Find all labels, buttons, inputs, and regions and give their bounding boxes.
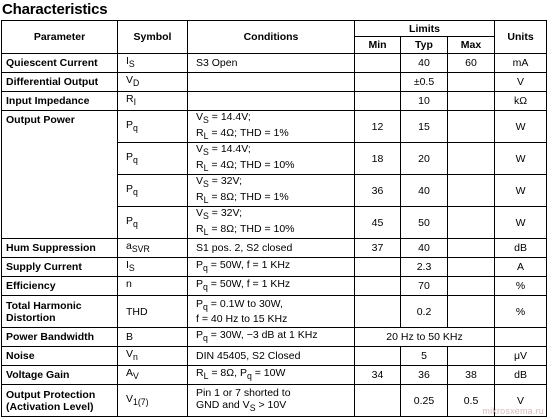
max-cell: 0.5 [448, 385, 495, 417]
unit-cell: kΩ [495, 92, 547, 111]
characteristics-table [1, 20, 547, 417]
page-title: Characteristics [2, 1, 108, 18]
header-typ: Typ [401, 37, 448, 54]
param-cell: Voltage Gain [2, 366, 118, 385]
table-row [2, 277, 547, 296]
symbol-cell: n [118, 277, 188, 296]
table-row [2, 73, 547, 92]
max-cell [448, 73, 495, 92]
typ-cell: 10 [401, 92, 448, 111]
typ-cell: 0.2 [401, 296, 448, 328]
param-cell: Supply Current [2, 258, 118, 277]
unit-cell: dB [495, 366, 547, 385]
symbol-cell: $R_I$ [118, 92, 188, 111]
min-cell [355, 73, 401, 92]
symbol-cell: $a_{SVR}$ [118, 239, 188, 258]
max-cell [448, 143, 495, 175]
typ-cell: ±0.5 [401, 73, 448, 92]
min-cell [355, 258, 401, 277]
symbol-cell: THD [118, 296, 188, 328]
param-cell: Quiescent Current [2, 54, 118, 73]
symbol-cell: $V_{1(7)}$ [118, 385, 188, 417]
unit-cell [495, 328, 547, 347]
table-row [2, 239, 547, 258]
table-row [2, 366, 547, 385]
unit-cell: W [495, 143, 547, 175]
header-max: Max [448, 37, 495, 54]
param-cell: Total Harmonic Distortion [2, 296, 118, 328]
table-row [2, 328, 547, 347]
min-cell [355, 92, 401, 111]
header-limits: Limits [355, 21, 495, 37]
typ-cell: 40 [401, 54, 448, 73]
watermark: mikrosxema.ru [482, 406, 544, 416]
symbol-cell: $P_q$ [118, 143, 188, 175]
symbol-cell: $P_q$ [118, 111, 188, 143]
max-cell [448, 277, 495, 296]
conditions-cell: Pin 1 or 7 shorted to GND and $V_S > 10V$ [188, 385, 355, 417]
symbol-cell: $I_S$ [118, 54, 188, 73]
typ-cell: 0.25 [401, 385, 448, 417]
symbol-cell: $I_S$ [118, 258, 188, 277]
min-cell [355, 296, 401, 328]
unit-cell: W [495, 111, 547, 143]
unit-cell: % [495, 296, 547, 328]
symbol-cell: $P_q$ [118, 207, 188, 239]
symbol-cell: $V_D$ [118, 73, 188, 92]
min-cell: 45 [355, 207, 401, 239]
unit-cell: mA [495, 54, 547, 73]
conditions-cell [188, 73, 355, 92]
param-cell: Output Protection (Activation Level) [2, 385, 118, 417]
conditions-cell: DIN 45405, S2 Closed [188, 347, 355, 366]
param-cell: Input Impedance [2, 92, 118, 111]
max-cell: 38 [448, 366, 495, 385]
max-cell [448, 347, 495, 366]
min-cell: 37 [355, 239, 401, 258]
max-cell [448, 207, 495, 239]
header-row-1 [2, 21, 547, 37]
min-cell: 36 [355, 175, 401, 207]
unit-cell: W [495, 175, 547, 207]
conditions-cell: $P_q = 50W$, f = 1 KHz [188, 277, 355, 296]
conditions-cell: S3 Open [188, 54, 355, 73]
conditions-cell: $R_L = 8\Omega$, $P_q = 10W$ [188, 366, 355, 385]
param-cell: Power Bandwidth [2, 328, 118, 347]
param-cell: Noise [2, 347, 118, 366]
param-cell: Output Power [2, 111, 118, 239]
min-cell [355, 277, 401, 296]
unit-cell: % [495, 277, 547, 296]
min-cell [355, 347, 401, 366]
max-cell [448, 296, 495, 328]
typ-cell: 2.3 [401, 258, 448, 277]
typ-cell: 5 [401, 347, 448, 366]
max-cell [448, 239, 495, 258]
conditions-cell: $P_q = 50W$, f = 1 KHz [188, 258, 355, 277]
symbol-cell: $A_V$ [118, 366, 188, 385]
header-symbol: Symbol [118, 21, 188, 54]
header-units: Units [495, 21, 547, 54]
unit-cell: V [495, 73, 547, 92]
symbol-cell: $P_q$ [118, 175, 188, 207]
unit-cell: μV [495, 347, 547, 366]
min-cell [355, 385, 401, 417]
max-cell [448, 92, 495, 111]
max-cell: 60 [448, 54, 495, 73]
unit-cell: W [495, 207, 547, 239]
unit-cell: dB [495, 239, 547, 258]
limits-range-cell: 20 Hz to 50 KHz [355, 328, 495, 347]
min-cell: 34 [355, 366, 401, 385]
typ-cell: 15 [401, 111, 448, 143]
table-row [2, 347, 547, 366]
header-conditions: Conditions [188, 21, 355, 54]
conditions-cell: $P_q = 0.1W$ to 30W, f = 40 Hz to 15 KHz [188, 296, 355, 328]
conditions-cell: S1 pos. 2, S2 closed [188, 239, 355, 258]
typ-cell: 40 [401, 239, 448, 258]
min-cell [355, 54, 401, 73]
symbol-cell: $V_n$ [118, 347, 188, 366]
unit-cell: V [495, 385, 547, 417]
conditions-cell: $V_S = 14.4V$; $R_L = 4\Omega$; THD = 1% [188, 111, 355, 143]
param-cell: Hum Suppression [2, 239, 118, 258]
typ-cell: 50 [401, 207, 448, 239]
header-min: Min [355, 37, 401, 54]
table-row [2, 111, 547, 143]
typ-cell: 36 [401, 366, 448, 385]
max-cell [448, 258, 495, 277]
symbol-cell: B [118, 328, 188, 347]
min-cell: 18 [355, 143, 401, 175]
conditions-cell: $P_q = 30W$, −3 dB at 1 KHz [188, 328, 355, 347]
param-cell: Efficiency [2, 277, 118, 296]
table-row [2, 54, 547, 73]
table-row [2, 296, 547, 328]
conditions-cell: $V_S = 32V$; $R_L = 8\Omega$; THD = 1% [188, 175, 355, 207]
typ-cell: 20 [401, 143, 448, 175]
table-row [2, 385, 547, 417]
conditions-cell [188, 92, 355, 111]
max-cell [448, 111, 495, 143]
header-parameter: Parameter [2, 21, 118, 54]
typ-cell: 70 [401, 277, 448, 296]
conditions-cell: $V_S = 32V$; $R_L = 8\Omega$; THD = 10% [188, 207, 355, 239]
unit-cell: A [495, 258, 547, 277]
conditions-cell: $V_S = 14.4V$; $R_L = 4\Omega$; THD = 10% [188, 143, 355, 175]
max-cell [448, 175, 495, 207]
table-row [2, 258, 547, 277]
table-row [2, 92, 547, 111]
param-cell: Differential Output [2, 73, 118, 92]
min-cell: 12 [355, 111, 401, 143]
typ-cell: 40 [401, 175, 448, 207]
